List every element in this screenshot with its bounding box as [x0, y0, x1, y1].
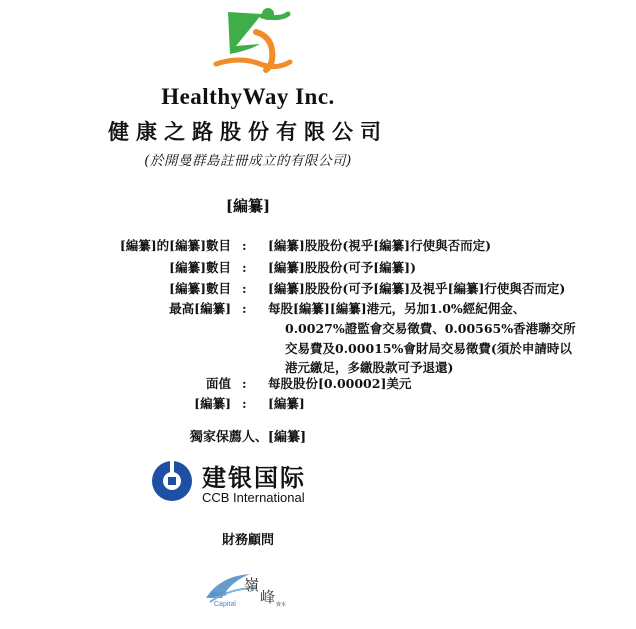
offer-row: [0, 281, 636, 297]
offer-row-value-continuation: 交易費及0.00015%會財局交易徵費(須於申請時以: [285, 341, 572, 356]
bristol-name-2: Capital: [214, 601, 236, 608]
offer-row-separator: :: [242, 238, 247, 253]
offer-row-value-continuation: 0.0027%證監會交易徵費、0.00565%香港聯交所: [285, 321, 576, 336]
offer-row: [0, 376, 636, 392]
offer-row-value: [編纂]股股份(可予[編纂]及視乎[編纂]行使與否而定): [268, 281, 566, 296]
offer-row-separator: :: [242, 376, 247, 391]
ccb-mark-icon: [152, 460, 192, 501]
offer-row-separator: :: [242, 301, 247, 316]
offer-row-value: [編纂]股股份(可予[編纂]): [268, 260, 416, 275]
bristol-name-cn-2: 峰: [260, 588, 276, 606]
company-name-en: HealthyWay Inc.: [161, 84, 335, 109]
section-title: [編纂]: [225, 197, 271, 215]
offer-row-value: 每股股份[0.00002]美元: [268, 376, 412, 391]
offer-row: [0, 260, 636, 276]
ccb-international-logo: [150, 458, 346, 504]
offer-row-label: [編纂]數目: [169, 281, 231, 296]
healthyway-logo: [210, 6, 296, 74]
offer-row-value: 每股[編纂][編纂]港元，另加1.0%經紀佣金、: [268, 301, 526, 316]
offer-row-separator: :: [242, 396, 247, 411]
advisor-label: 財務顧問: [221, 533, 274, 548]
bristol-name-cn-1: 嶺: [244, 576, 260, 594]
offer-row: [0, 396, 636, 412]
offer-row-label: [編纂]數目: [169, 260, 231, 275]
bristol-name-cn-3: 資本: [276, 602, 287, 608]
bristol-capital-logo: [200, 568, 292, 614]
incorporation-note: (於開曼群島註冊成立的有限公司): [144, 153, 352, 169]
offer-row-value: [編纂]: [268, 396, 305, 411]
offer-row: [0, 301, 636, 381]
company-name-cn: 健康之路股份有限公司: [108, 119, 388, 144]
offer-row-value: [編纂]股股份(視乎[編纂]行使與否而定): [268, 238, 491, 253]
ccb-name-en: CCB International: [202, 490, 305, 504]
offer-row-value-continuation: 港元繳足，多繳股款可予退還): [285, 360, 454, 375]
offer-row-label: 最高[編纂]: [169, 301, 231, 316]
offer-row-label: 面值: [205, 376, 231, 391]
offer-row-label: [編纂]: [194, 396, 231, 411]
offer-row-label: [編纂]的[編纂]數目: [119, 238, 231, 253]
sponsor-label: 獨家保薦人、[編纂]: [189, 430, 307, 445]
bristol-name-1: Bristol: [210, 592, 227, 598]
ccb-name-cn: 建银国际: [202, 464, 306, 492]
offer-row-separator: :: [242, 281, 247, 296]
offer-row-separator: :: [242, 260, 247, 275]
offer-row: [0, 238, 636, 254]
